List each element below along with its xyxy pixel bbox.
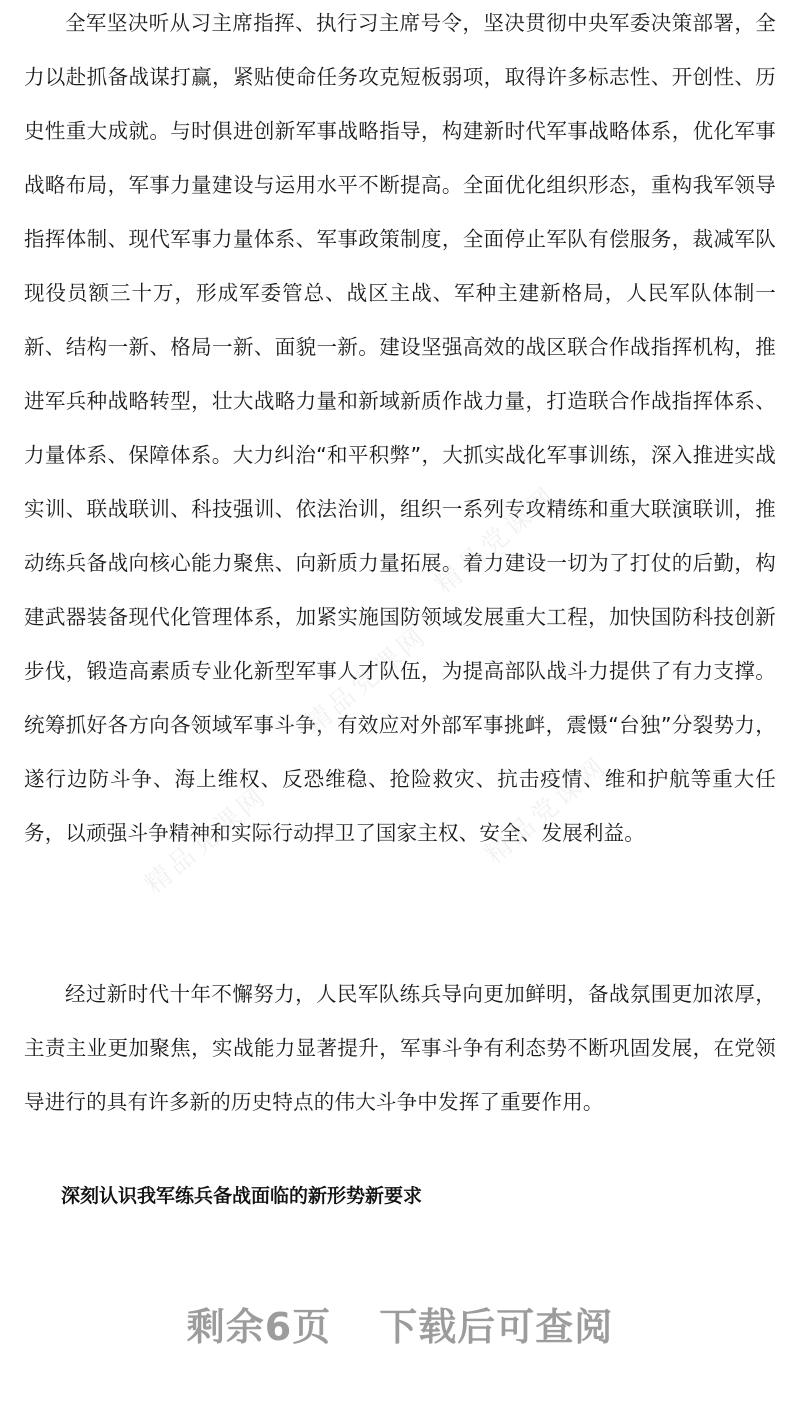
body-paragraph: 经过新时代十年不懈努力，人民军队练兵导向更加鲜明，备战氛围更加浓厚，主责主业更加聚焦，实战能力显著提升，军事斗争有利态势不断巩固发展，在党领导进行的具有许多新的历史特点的伟大斗争中发挥了重要作用。 xyxy=(24,982,776,1114)
download-to-view-link[interactable]: 下载后可查阅 xyxy=(379,1305,614,1349)
watermark: 精品党课网 xyxy=(139,780,274,901)
watermark: 精品党课网 xyxy=(429,480,564,601)
section-heading: 深刻认识我军练兵备战面临的新形势新要求 xyxy=(61,1185,423,1207)
remaining-pages-label: 剩余6页 xyxy=(186,1305,332,1349)
watermark: 精品党课网 xyxy=(299,620,434,741)
watermark: 精品党课网 xyxy=(479,750,614,871)
download-banner[interactable] xyxy=(0,1296,800,1351)
body-paragraph: 全军坚决听从习主席指挥、执行习主席号令，坚决贯彻中央军委决策部署，全力以赴抓备战谋打赢，紧贴使命任务攻克短板弱项，取得许多标志性、开创性、历史性重大成就。与时俱进创新军事战略指导，构建新时代军事战略体系，优化军事战略布局，军事力量建设与运用水平不断提高。全面优化组织形态，重构我军领导指挥体制、现代军事力量体系、军事政策制度，全面停止军队有偿服务，裁减军队现役员额三十万，形成军委管总、战区主战、军种主建新格局，人民军队体制一新、结构一新、格局一新、面貌一新。建设坚强高效的战区联合作战指挥机构，推进军兵种战略转型，壮大战略力量和新域新质作战力量，打造联合作战指挥体系、力量体系、保障体系。大力纠治“和平积弊”，大抓实战化军事训练，深入推进实战实训、联战联训、科技强训、依法治训，组织一系列专攻精练和重大联演联训，推动练兵备战向核心能力聚焦、向新质力量拓展。着力建设一切为了打仗的后勤，构建武器装备现代化管理体系，加紧实施国防领域发展重大工程，加快国防科技创新步伐，锻造高素质专业化新型军事人才队伍，为提高部队战斗力提供了有力支撑。统筹抓好各方向各领域军事斗争，有效应对外部军事挑衅，震慑“台独”分裂势力，遂行边防斗争、海上维权、反恐维稳、抢险救灾、抗击疫情、维和护航等重大任务，以顽强斗争精神和实际行动捍卫了国家主权、安全、发展利益。 xyxy=(24,11,776,845)
